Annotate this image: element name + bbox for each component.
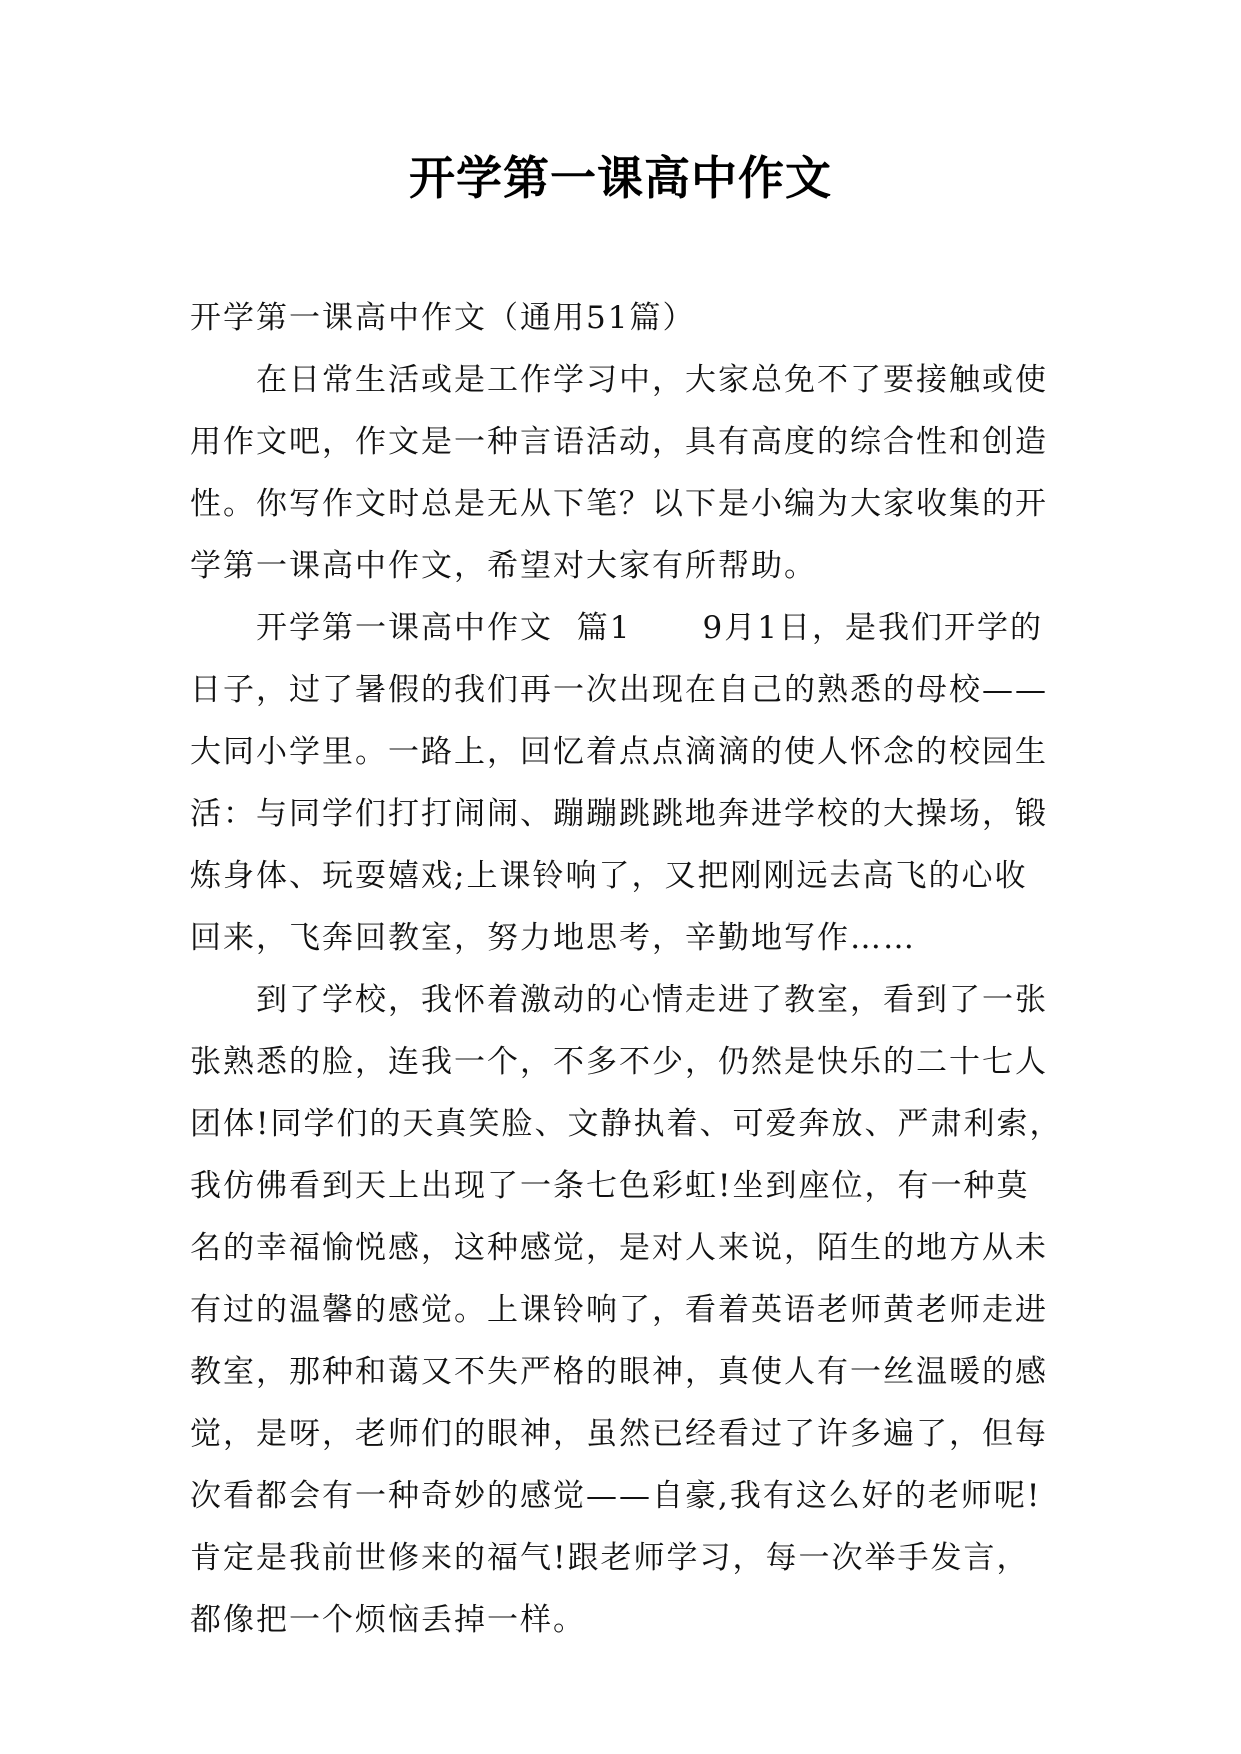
paragraph-line: 开学第一课高中作文 篇1 9月1日，是我们开学的 bbox=[256, 610, 1043, 646]
paragraph-line: 性。你写作文时总是无从下笔？以下是小编为大家收集的开 bbox=[190, 486, 1048, 522]
paragraph-line: 日子，过了暑假的我们再一次出现在自己的熟悉的母校—— bbox=[190, 672, 1048, 708]
paragraph-line: 学第一课高中作文，希望对大家有所帮助。 bbox=[190, 548, 817, 584]
paragraph-line: 活：与同学们打打闹闹、蹦蹦跳跳地奔进学校的大操场，锻 bbox=[190, 796, 1048, 832]
paragraph-line: 有过的温馨的感觉。上课铃响了，看着英语老师黄老师走进 bbox=[190, 1292, 1048, 1328]
document-title: 开学第一课高中作文 bbox=[409, 151, 832, 205]
paragraph-line: 张熟悉的脸，连我一个，不多不少，仍然是快乐的二十七人 bbox=[190, 1044, 1048, 1080]
paragraph-line: 名的幸福愉悦感，这种感觉，是对人来说，陌生的地方从未 bbox=[190, 1230, 1048, 1266]
document-body bbox=[190, 287, 1063, 1651]
paragraph-line: 在日常生活或是工作学习中，大家总免不了要接触或使 bbox=[256, 362, 1048, 398]
paragraph-line: 到了学校，我怀着激动的心情走进了教室，看到了一张 bbox=[256, 982, 1048, 1018]
paragraph-line: 大同小学里。一路上，回忆着点点滴滴的使人怀念的校园生 bbox=[190, 734, 1048, 770]
paragraph-line: 教室，那种和蔼又不失严格的眼神，真使人有一丝温暖的感 bbox=[190, 1354, 1048, 1390]
paragraph-line: 次看都会有一种奇妙的感觉——自豪,我有这么好的老师呢! bbox=[190, 1478, 1042, 1514]
paragraph-line: 肯定是我前世修来的福气!跟老师学习，每一次举手发言， bbox=[190, 1540, 1030, 1576]
paragraph-line: 团体!同学们的天真笑脸、文静执着、可爱奔放、严肃利索， bbox=[190, 1106, 1063, 1142]
paragraph-line: 回来，飞奔回教室，努力地思考，辛勤地写作…… bbox=[190, 920, 916, 956]
paragraph-line: 觉，是呀，老师们的眼神，虽然已经看过了许多遍了，但每 bbox=[190, 1416, 1048, 1452]
paragraph-line: 我仿佛看到天上出现了一条七色彩虹!坐到座位，有一种莫 bbox=[190, 1168, 1030, 1204]
paragraph-line: 用作文吧，作文是一种言语活动，具有高度的综合性和创造 bbox=[190, 424, 1048, 460]
paragraph-line: 都像把一个烦恼丢掉一样。 bbox=[190, 1602, 586, 1638]
subtitle-line: 开学第一课高中作文（通用51篇） bbox=[190, 300, 696, 336]
paragraph-line: 炼身体、玩耍嬉戏;上课铃响了，又把刚刚远去高飞的心收 bbox=[190, 858, 1028, 894]
